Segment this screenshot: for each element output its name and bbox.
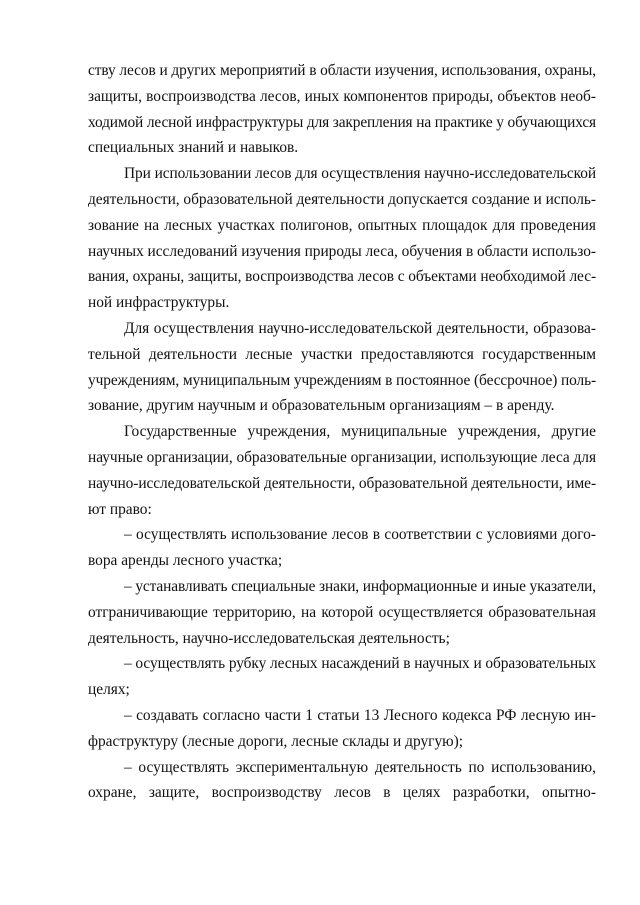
document-body-text (88, 58, 596, 806)
text-line: учреждениям, муниципальным учреждениям в постоянное (бессрочное) поль- (88, 371, 596, 389)
text-line: – осуществлять использование лесов в соответствии с условиями дого- (124, 526, 596, 544)
text-line: зование, другим научным и образовательным организациям – в аренду. (88, 397, 555, 415)
text-line: – устанавливать специальные знаки, информационные и иные указатели, (124, 577, 596, 595)
text-line: – осуществлять рубку лесных насаждений в научных и образовательных (124, 655, 596, 673)
text-line: ной инфраструктуры. (88, 294, 230, 312)
text-line: тельной деятельности лесные участки предоставляются государственным (88, 345, 596, 363)
text-line: При использовании лесов для осуществления научно-исследовательской (124, 165, 596, 183)
text-line: – осуществлять экспериментальную деятельность по использованию, (124, 758, 596, 776)
text-line: деятельность, научно-исследовательская деятельность; (88, 629, 450, 647)
text-line: ют право: (88, 500, 152, 518)
text-line: ству лесов и других мероприятий в области изучения, использования, охраны, (88, 62, 596, 79)
text-line: ходимой лесной инфраструктуры для закрепления на практике у обучающихся (88, 113, 596, 131)
text-line: научные организации, образовательные организации, использующие леса для (88, 448, 596, 466)
text-line: защиты, воспроизводства лесов, иных компонентов природы, объектов необ- (88, 87, 596, 105)
text-line: фраструктуру (лесные дороги, лесные склады и другую); (88, 732, 464, 750)
text-line: Государственные учреждения, муниципальные учреждения, другие (124, 423, 596, 441)
text-line: специальных знаний и навыков. (88, 139, 299, 157)
text-line: целях; (88, 681, 130, 699)
text-line: вора аренды лесного участка; (88, 552, 283, 570)
text-line: охране, защите, воспроизводству лесов в целях разработки, опытно- (88, 784, 596, 802)
text-line: научно-исследовательской деятельности, образовательной деятельности, име- (88, 474, 596, 492)
text-line: Для осуществления научно-исследовательской деятельности, образова- (124, 319, 596, 337)
text-line: научных исследований изучения природы леса, обучения в области использо- (88, 242, 596, 260)
text-line: вания, охраны, защиты, воспроизводства лесов с объектами необходимой лес- (88, 268, 596, 286)
text-line: – создавать согласно части 1 статьи 13 Лесного кодекса РФ лесную ин- (124, 706, 596, 724)
text-line: зование на лесных участках полигонов, опытных площадок для проведения (88, 216, 596, 234)
text-line: отграничивающие территорию, на которой осуществляется образовательная (88, 603, 596, 621)
text-line: деятельности, образовательной деятельности допускается создание и исполь- (88, 190, 596, 208)
